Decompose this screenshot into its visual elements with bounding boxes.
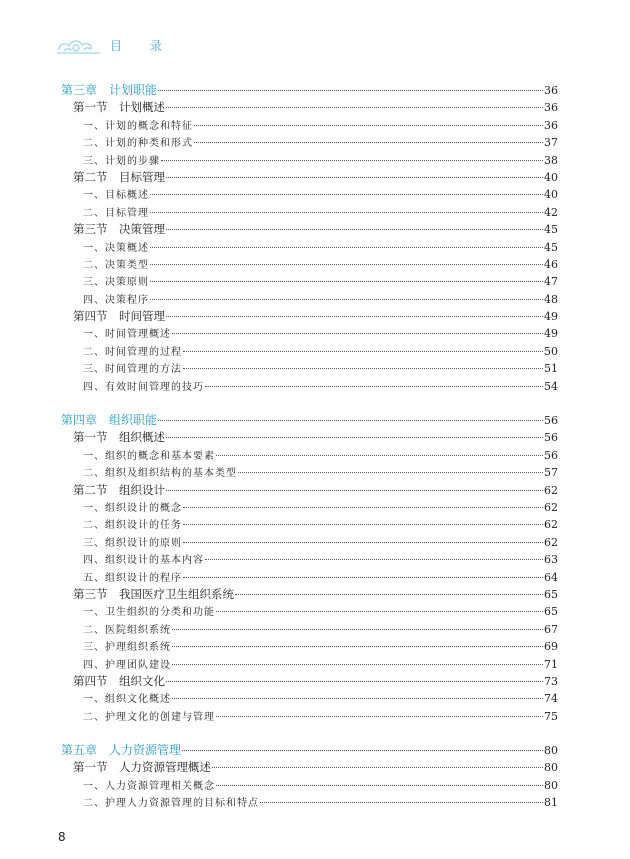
toc-item-page: 49 — [544, 327, 558, 341]
toc-section-title: 第四节 时间管理 — [73, 309, 165, 324]
dot-leader — [150, 194, 543, 195]
toc-section[interactable] — [61, 221, 558, 238]
toc-item-page: 81 — [544, 796, 558, 810]
toc-item-title: 一、人力资源管理相关概念 — [83, 780, 215, 792]
chapter-spacer — [61, 725, 558, 742]
dot-leader — [194, 125, 543, 126]
toc-item[interactable] — [61, 794, 558, 811]
table-of-contents — [61, 82, 558, 812]
toc-item-title: 二、护理文化的创建与管理 — [83, 711, 215, 723]
toc-item-title: 五、组织设计的程序 — [83, 572, 182, 584]
toc-item[interactable] — [61, 777, 558, 794]
dot-leader — [212, 767, 543, 768]
toc-section[interactable] — [61, 169, 558, 186]
toc-item-page: 38 — [544, 153, 558, 167]
toc-item-page: 63 — [544, 553, 558, 567]
dot-leader — [183, 368, 543, 369]
toc-item-page: 48 — [544, 292, 558, 306]
dot-leader — [216, 611, 543, 612]
toc-item[interactable] — [61, 708, 558, 725]
toc-item-page: 37 — [544, 136, 558, 150]
toc-item-page: 56 — [544, 448, 558, 462]
dot-leader — [172, 664, 543, 665]
toc-item-title: 一、卫生组织的分类和功能 — [83, 607, 215, 619]
toc-item-title: 二、时间管理的过程 — [83, 346, 182, 358]
toc-item-page: 75 — [544, 709, 558, 723]
toc-item[interactable] — [61, 204, 558, 221]
dot-leader — [172, 629, 543, 630]
toc-chapter[interactable] — [61, 742, 558, 759]
toc-section-title: 第一节 计划概述 — [73, 100, 165, 115]
toc-section[interactable] — [61, 308, 558, 325]
toc-section-page: 45 — [544, 223, 558, 237]
toc-item-page: 45 — [544, 240, 558, 254]
toc-chapter[interactable] — [61, 82, 558, 99]
toc-section[interactable] — [61, 759, 558, 776]
page-number: 8 — [58, 830, 66, 844]
toc-item-page: 69 — [544, 640, 558, 654]
toc-section[interactable] — [61, 586, 558, 603]
toc-item-page: 57 — [544, 466, 558, 480]
dot-leader — [158, 90, 543, 91]
toc-item-title: 一、决策概述 — [83, 242, 149, 254]
toc-item[interactable] — [61, 656, 558, 673]
toc-item[interactable] — [61, 516, 558, 533]
toc-item-page: 62 — [544, 535, 558, 549]
dot-leader — [172, 646, 543, 647]
toc-item-title: 四、组织设计的基本内容 — [83, 555, 204, 567]
toc-chapter-title: 第三章 计划职能 — [61, 83, 158, 97]
toc-chapter[interactable] — [61, 412, 558, 429]
toc-item-title: 一、时间管理概述 — [83, 329, 171, 341]
toc-section[interactable] — [61, 673, 558, 690]
dot-leader — [182, 750, 543, 751]
dot-leader — [150, 247, 543, 248]
toc-item-page: 62 — [544, 500, 558, 514]
toc-item[interactable] — [61, 256, 558, 273]
toc-item-title: 一、计划的概念和特征 — [83, 120, 193, 132]
toc-chapter-page: 80 — [544, 744, 558, 758]
toc-item[interactable] — [61, 134, 558, 151]
dot-leader — [216, 716, 543, 717]
toc-item-title: 二、目标管理 — [83, 207, 149, 219]
page-header — [56, 34, 174, 56]
chapter-spacer — [61, 395, 558, 412]
toc-item[interactable] — [61, 273, 558, 290]
toc-section-title: 第二节 目标管理 — [73, 169, 165, 184]
toc-item-page: 65 — [544, 605, 558, 619]
dot-leader — [150, 264, 543, 265]
toc-section-page: 40 — [544, 170, 558, 184]
toc-item-page: 62 — [544, 518, 558, 532]
dot-leader — [158, 420, 543, 421]
toc-item-page: 36 — [544, 118, 558, 132]
toc-section-title: 第一节 组织概述 — [73, 430, 165, 445]
dot-leader — [166, 316, 543, 317]
toc-item[interactable] — [61, 325, 558, 342]
toc-item-title: 四、有效时间管理的技巧 — [83, 381, 204, 393]
dot-leader — [205, 386, 543, 387]
dot-leader — [194, 142, 543, 143]
toc-item[interactable] — [61, 603, 558, 620]
toc-item-title: 二、护理人力资源管理的目标和特点 — [83, 798, 259, 810]
toc-item-title: 三、决策原则 — [83, 277, 149, 289]
dot-leader — [183, 351, 543, 352]
dot-leader — [150, 281, 543, 282]
toc-item-title: 一、目标概述 — [83, 190, 149, 202]
toc-chapter-title: 第五章 人力资源管理 — [61, 743, 182, 758]
toc-item[interactable] — [61, 638, 558, 655]
dot-leader — [183, 542, 543, 543]
toc-item[interactable] — [61, 447, 558, 464]
toc-section-page: 73 — [544, 674, 558, 688]
toc-item-page: 67 — [544, 622, 558, 636]
toc-item-title: 三、时间管理的方法 — [83, 364, 182, 376]
toc-section-page: 56 — [544, 431, 558, 445]
toc-item-page: 51 — [544, 362, 558, 376]
toc-item-title: 一、组织的概念和基本要素 — [83, 450, 215, 462]
cloud-swirl-icon — [56, 34, 104, 56]
dot-leader — [205, 559, 543, 560]
toc-section-page: 62 — [544, 483, 558, 497]
toc-item[interactable] — [61, 117, 558, 134]
toc-heading: 目 录 — [110, 38, 174, 53]
dot-leader — [183, 507, 543, 508]
toc-chapter-page: 56 — [544, 414, 558, 428]
toc-section-page: 49 — [544, 310, 558, 324]
toc-section[interactable] — [61, 99, 558, 116]
dot-leader — [166, 437, 543, 438]
dot-leader — [166, 681, 543, 682]
toc-item-page: 71 — [544, 657, 558, 671]
toc-item[interactable] — [61, 291, 558, 308]
toc-item-title: 三、组织设计的原则 — [83, 537, 182, 549]
toc-item[interactable] — [61, 551, 558, 568]
toc-item-page: 74 — [544, 692, 558, 706]
toc-item[interactable] — [61, 360, 558, 377]
dot-leader — [166, 490, 543, 491]
toc-section-title: 第三节 决策管理 — [73, 222, 165, 237]
toc-section-page: 80 — [544, 761, 558, 775]
toc-item-page: 40 — [544, 188, 558, 202]
toc-item-title: 三、计划的步骤 — [83, 155, 160, 167]
toc-item[interactable] — [61, 186, 558, 203]
dot-leader — [166, 229, 543, 230]
toc-section-page: 36 — [544, 101, 558, 115]
dot-leader — [150, 299, 543, 300]
toc-section[interactable] — [61, 482, 558, 499]
toc-item-title: 四、护理团队建设 — [83, 659, 171, 671]
toc-section-title: 第三节 我国医疗卫生组织系统 — [73, 586, 234, 601]
toc-item-title: 四、决策程序 — [83, 294, 149, 306]
toc-item-page: 54 — [544, 379, 558, 393]
toc-section[interactable] — [61, 429, 558, 446]
toc-item[interactable] — [61, 569, 558, 586]
toc-item-page: 42 — [544, 205, 558, 219]
toc-chapter-page: 36 — [544, 84, 558, 97]
dot-leader — [166, 177, 543, 178]
toc-section-title: 第四节 组织文化 — [73, 673, 165, 688]
toc-item[interactable] — [61, 378, 558, 395]
toc-item-title: 二、组织及组织结构的基本类型 — [83, 468, 237, 480]
toc-chapter-title: 第四章 组织职能 — [61, 413, 158, 428]
toc-item[interactable] — [61, 343, 558, 360]
toc-item-page: 80 — [544, 778, 558, 792]
dot-leader — [216, 785, 543, 786]
dot-leader — [166, 107, 543, 108]
toc-item[interactable] — [61, 239, 558, 256]
toc-item[interactable] — [61, 690, 558, 707]
toc-item-title: 二、医院组织系统 — [83, 624, 171, 636]
toc-item-page: 50 — [544, 344, 558, 358]
dot-leader — [183, 577, 543, 578]
toc-item[interactable] — [61, 534, 558, 551]
toc-item-title: 一、组织文化概述 — [83, 694, 171, 706]
dot-leader — [183, 524, 543, 525]
toc-item-title: 二、计划的种类和形式 — [83, 138, 193, 150]
toc-item-title: 三、护理组织系统 — [83, 642, 171, 654]
dot-leader — [172, 333, 543, 334]
dot-leader — [172, 698, 543, 699]
dot-leader — [238, 472, 543, 473]
toc-item-title: 一、组织设计的概念 — [83, 502, 182, 514]
toc-item[interactable] — [61, 499, 558, 516]
toc-item-page: 46 — [544, 257, 558, 271]
toc-item-page: 64 — [544, 570, 558, 584]
dot-leader — [260, 802, 543, 803]
dot-leader — [216, 455, 543, 456]
toc-section-title: 第一节 人力资源管理概述 — [73, 760, 211, 775]
toc-section-page: 65 — [544, 587, 558, 601]
dot-leader — [150, 212, 543, 213]
toc-item-title: 二、决策类型 — [83, 259, 149, 271]
toc-item-page: 47 — [544, 275, 558, 289]
dot-leader — [161, 160, 543, 161]
dot-leader — [235, 594, 543, 595]
toc-item-title: 二、组织设计的任务 — [83, 520, 182, 532]
toc-item[interactable] — [61, 464, 558, 481]
toc-item[interactable] — [61, 152, 558, 169]
toc-item[interactable] — [61, 621, 558, 638]
toc-section-title: 第二节 组织设计 — [73, 482, 165, 497]
